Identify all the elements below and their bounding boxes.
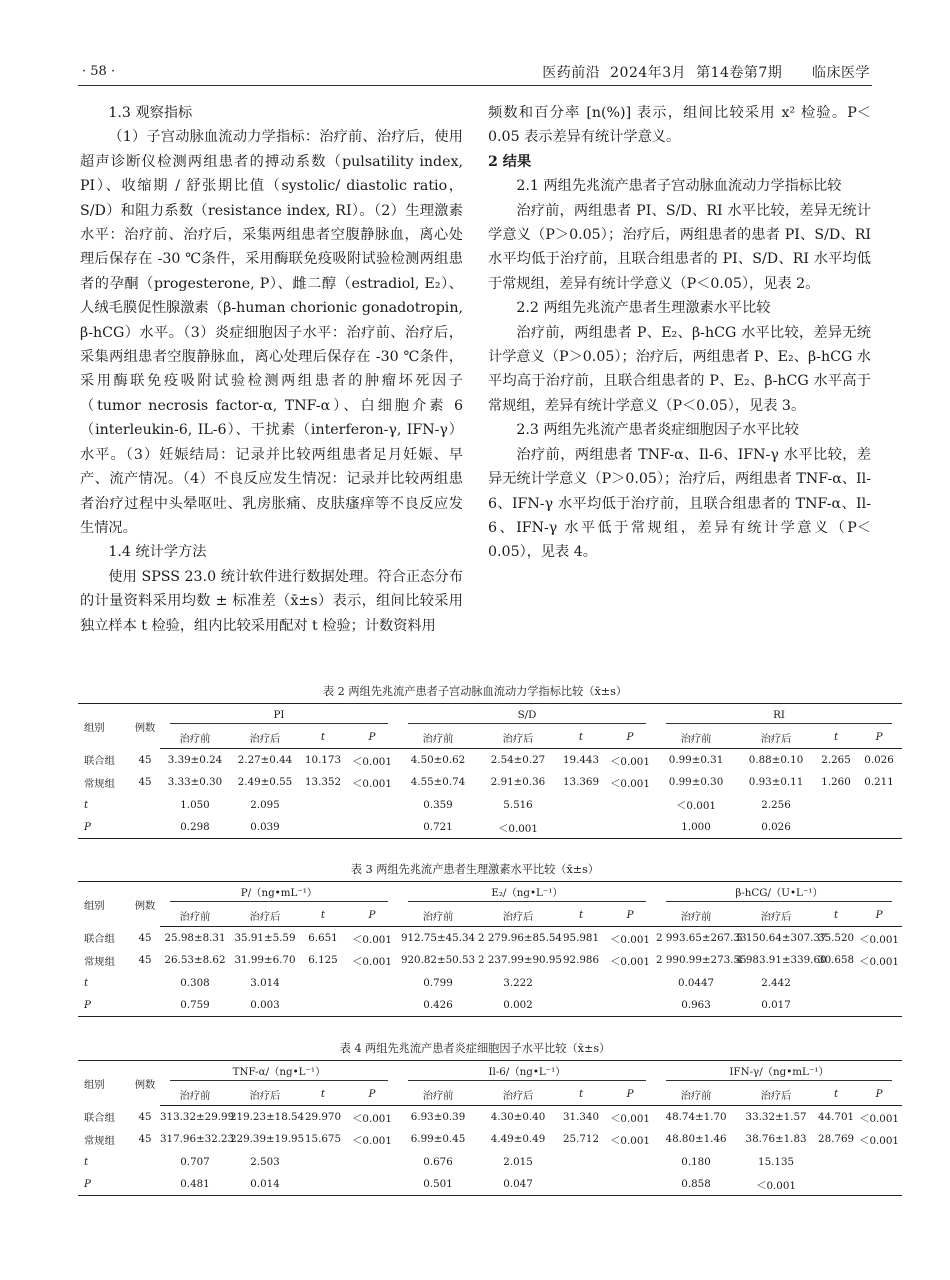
table-cell: 2.095: [250, 798, 280, 811]
table-cell: [558, 994, 604, 1017]
col-group-label: P/（ng•mL⁻¹）: [170, 885, 389, 902]
row-count: 45: [138, 776, 152, 789]
stat-symbol: t: [578, 1088, 584, 1100]
table-cell: 0.359: [423, 798, 453, 811]
subsection-heading: 1.3 观察指标: [108, 105, 193, 121]
table-cell: [856, 1173, 902, 1196]
col-header-group: 组别: [78, 1061, 130, 1106]
table-cell: 25.98±8.31: [164, 932, 226, 944]
table-cell: 48.74±1.70: [665, 1111, 727, 1123]
stat-symbol: P: [368, 1088, 376, 1100]
table-cell: [300, 794, 346, 817]
table-cell: [856, 816, 902, 839]
table-cell: [604, 972, 656, 995]
table-cell: 26.53±8.62: [164, 954, 226, 967]
col-subheader: [346, 1083, 398, 1106]
col-subheader: 治疗前: [160, 904, 230, 927]
table-cell: ＜0.001: [859, 933, 899, 946]
stat-symbol: P: [626, 1088, 634, 1100]
table-cell: 2.91±0.36: [490, 776, 546, 789]
table-header-row: [78, 704, 902, 727]
col-subheader: 治疗前: [398, 726, 478, 749]
table-cell: [604, 1151, 656, 1174]
left-column: [80, 101, 463, 638]
table-cell: 31.340: [563, 1111, 600, 1123]
col-group-header: [398, 882, 656, 905]
table-cell: ＜0.001: [859, 1134, 899, 1147]
row-label: 联合组: [84, 1112, 115, 1125]
table-cell: [346, 1173, 398, 1196]
table-cell: 44.701: [818, 1111, 855, 1123]
table-cell: 0.026: [736, 816, 816, 839]
table-cell: 0.017: [736, 994, 816, 1017]
col-group-label: β-hCG/（U•L⁻¹）: [666, 885, 892, 902]
table-subheader-row: [78, 904, 902, 927]
table-cell: 0.676: [423, 1155, 453, 1168]
row-label: 联合组: [84, 755, 115, 768]
table-cell: [300, 972, 346, 995]
col-header-group: 组别: [78, 704, 130, 749]
col-subheader: 治疗后: [736, 726, 816, 749]
table-cell: [604, 816, 656, 839]
stat-symbol: t: [833, 731, 839, 743]
col-group-label: TNF-α/（ng•L⁻¹）: [170, 1064, 389, 1081]
col-subheader: [558, 1083, 604, 1106]
col-subheader: 治疗后: [230, 1083, 300, 1106]
stat-symbol: t: [320, 909, 326, 921]
col-group-label: E₂/（ng•L⁻¹）: [408, 885, 645, 902]
table-cell: [856, 994, 902, 1017]
table-cell: 4.50±0.62: [410, 754, 466, 766]
table-3: [78, 881, 902, 1017]
col-group-header: [656, 1061, 902, 1084]
table-row: [78, 816, 902, 839]
table-row: [78, 749, 902, 772]
stat-symbol: P: [875, 731, 883, 743]
table-cell: ＜0.001: [352, 1112, 392, 1125]
col-subheader: 治疗后: [736, 1083, 816, 1106]
row-count: [130, 1151, 160, 1174]
table-row: [78, 1151, 902, 1174]
table-cell: ＜0.001: [736, 1173, 816, 1196]
section-heading: 2 结果: [488, 153, 532, 170]
subsection-heading: 1.4 统计学方法: [108, 544, 207, 561]
stat-symbol: P: [368, 909, 376, 921]
col-group-header: [398, 1061, 656, 1084]
col-subheader: 治疗前: [160, 726, 230, 749]
table-cell: [816, 972, 856, 995]
table-cell: ＜0.001: [352, 955, 392, 968]
table-cell: 92.986: [563, 954, 600, 967]
table-row: [78, 1173, 902, 1196]
col-subheader: 治疗后: [230, 726, 300, 749]
table-cell: [856, 972, 902, 995]
table-cell: 31.99±6.70: [234, 954, 296, 967]
row-label: [78, 794, 130, 817]
table-cell: 1.260: [821, 776, 851, 789]
stat-symbol: t: [84, 798, 89, 811]
row-count: [130, 972, 160, 995]
table-cell: 0.047: [478, 1173, 558, 1196]
table-row: [78, 994, 902, 1017]
table-cell: 2.27±0.44: [237, 754, 293, 766]
table-cell: 0.003: [230, 994, 300, 1017]
row-count: 45: [138, 753, 152, 766]
table-cell: 0.93±0.11: [748, 776, 804, 789]
table-subheader-row: [78, 726, 902, 749]
table-cell: 2 279.96±85.54: [478, 932, 562, 944]
col-subheader: [346, 726, 398, 749]
col-group-header: [656, 882, 902, 905]
table-cell: 2 990.99±273.55: [656, 954, 747, 967]
table-cell: 3.222: [503, 976, 533, 989]
table-cell: [300, 1151, 346, 1174]
paragraph: 治疗前，两组患者 PI、S/D、RI 水平比较，差异无统计学意义（P＞0.05）；治疗后，两组患者的患者 PI、S/D、RI 水平均低于治疗前，且联合组患者的 PI、S/D、RI 水平均低于常规组，差异有统计学意义（P＜0.05），见表 2。: [488, 202, 871, 292]
table-cell: 19.443: [562, 754, 600, 766]
table-cell: ＜0.001: [610, 777, 650, 790]
table-cell: [346, 994, 398, 1017]
table-cell: 0.963: [656, 994, 736, 1017]
table-2-caption: 表 2 两组先兆流产患者子宫动脉血流动力学指标比较（x̄±s）: [322, 685, 628, 698]
row-count: 45: [138, 931, 152, 944]
col-group-header: [656, 704, 902, 727]
table-cell: 35.91±5.59: [234, 932, 296, 944]
table-cell: ＜0.001: [610, 1134, 650, 1147]
table-cell: [604, 994, 656, 1017]
col-group-label: S/D: [408, 707, 645, 724]
col-subheader: [558, 904, 604, 927]
table-cell: 0.707: [180, 1155, 210, 1168]
table-cell: 13.352: [304, 776, 342, 789]
stat-symbol: t: [833, 1088, 839, 1100]
col-subheader: 治疗后: [478, 904, 558, 927]
table-cell: ＜0.001: [352, 1134, 392, 1147]
table-cell: [300, 816, 346, 839]
table-cell: 95.981: [563, 932, 600, 944]
table-4-caption: 表 4 两组先兆流产患者炎症细胞因子水平比较（x̄±s）: [339, 1042, 611, 1055]
col-subheader: 治疗后: [736, 904, 816, 927]
paragraph: 频数和百分率 [n(%)] 表示，组间比较采用 x² 检验。P＜0.05 表示差异有统计学意义。: [488, 105, 871, 146]
table-row: [78, 1128, 902, 1151]
row-label: 常规组: [84, 777, 115, 790]
stat-symbol: P: [84, 1178, 91, 1190]
row-label: 联合组: [84, 933, 115, 946]
table-cell: 920.82±50.53: [400, 954, 476, 967]
table-cell: 2.256: [761, 798, 791, 811]
table-cell: ＜0.001: [352, 755, 392, 768]
table-row: [78, 771, 902, 794]
paragraph: 治疗前，两组患者 P、E₂、β-hCG 水平比较，差异无统计学意义（P＞0.05）；治疗后，两组患者 P、E₂、β-hCG 水平均高于治疗前，且联合组患者的 P、E₂、β-hCG 水平高于常规组，差异有统计学意义（P＜0.05），见表 3。: [488, 324, 871, 414]
table-cell: ＜0.001: [352, 777, 392, 790]
table-cell: [816, 794, 856, 817]
table-cell: ＜0.001: [859, 1112, 899, 1125]
page-number: · 58 ·: [82, 64, 116, 79]
table-row: [78, 972, 902, 995]
col-subheader: [300, 904, 346, 927]
subsection-heading: 2.2 两组先兆流产患者生理激素水平比较: [516, 300, 771, 317]
table-cell: 29.970: [304, 1111, 342, 1123]
table-cell: 219.23±18.54: [230, 1111, 305, 1123]
col-subheader: 治疗前: [656, 1083, 736, 1106]
table-cell: 33.32±1.57: [745, 1111, 807, 1123]
col-group-header: [160, 1061, 398, 1084]
col-subheader: [856, 726, 902, 749]
col-group-header: [398, 704, 656, 727]
table-cell: [346, 1151, 398, 1174]
stat-symbol: t: [578, 909, 584, 921]
row-label: [78, 1151, 130, 1174]
table-cell: [558, 1173, 604, 1196]
table-cell: 35.520: [818, 932, 855, 944]
col-header-count: 例数: [130, 704, 160, 749]
table-cell: [558, 794, 604, 817]
table-cell: 0.799: [423, 976, 453, 989]
stat-symbol: t: [320, 1088, 326, 1100]
col-subheader: [816, 726, 856, 749]
running-header: [78, 56, 872, 86]
col-subheader: [346, 904, 398, 927]
table-cell: ＜0.001: [478, 816, 558, 839]
table-cell: 6.93±0.39: [410, 1111, 466, 1123]
row-label: 常规组: [84, 955, 115, 968]
table-cell: 4.49±0.49: [490, 1133, 546, 1146]
table-cell: 6.125: [308, 954, 338, 967]
col-group-label: RI: [666, 707, 892, 724]
table-row: [78, 794, 902, 817]
row-count: 45: [138, 1110, 152, 1123]
table-cell: 0.180: [681, 1155, 711, 1168]
table-cell: 229.39±19.95: [230, 1133, 305, 1146]
table-row: [78, 1106, 902, 1129]
row-count: 45: [138, 1133, 152, 1146]
col-subheader: 治疗前: [398, 1083, 478, 1106]
stat-symbol: t: [84, 976, 89, 989]
row-count: 45: [138, 954, 152, 967]
col-subheader: 治疗后: [478, 1083, 558, 1106]
stat-symbol: P: [875, 1088, 883, 1100]
row-label: 常规组: [84, 1134, 115, 1147]
paragraph: 治疗前，两组患者 TNF-α、Il-6、IFN-γ 水平比较，差异无统计学意义（P＞0.05）；治疗后，两组患者 TNF-α、Il-6、IFN-γ 水平均低于治疗前，且联合组患者的 TNF-α、Il-6、IFN-γ 水平低于常规组，差异有统计学意义（P＜0.05），见表 4。: [488, 446, 871, 561]
table-header-row: [78, 882, 902, 905]
row-count: [130, 1173, 160, 1196]
col-subheader: [604, 904, 656, 927]
stat-symbol: P: [626, 909, 634, 921]
table-cell: 1.000: [656, 816, 736, 839]
row-count: [130, 816, 160, 839]
col-subheader: 治疗前: [656, 726, 736, 749]
table-cell: 2.442: [761, 976, 791, 989]
table-cell: 4.30±0.40: [490, 1111, 546, 1123]
table-cell: 0.426: [398, 994, 478, 1017]
table-cell: 0.721: [398, 816, 478, 839]
col-subheader: [604, 1083, 656, 1106]
row-count: [130, 994, 160, 1017]
table-row: [78, 949, 902, 972]
table-cell: 4 983.91±339.60: [736, 954, 827, 967]
col-subheader: 治疗后: [478, 726, 558, 749]
table-cell: [816, 994, 856, 1017]
col-subheader: [856, 904, 902, 927]
col-group-label: Il-6/（ng•L⁻¹）: [408, 1064, 645, 1081]
subsection-heading: 2.1 两组先兆流产患者子宫动脉血流动力学指标比较: [516, 178, 842, 195]
table-cell: [558, 972, 604, 995]
table-cell: 313.32±29.99: [160, 1111, 235, 1123]
table-cell: 2.503: [250, 1155, 280, 1168]
col-subheader: [300, 1083, 346, 1106]
stat-symbol: P: [626, 731, 634, 743]
table-cell: 0.298: [160, 816, 230, 839]
table-cell: [856, 794, 902, 817]
stat-symbol: t: [833, 909, 839, 921]
col-subheader: [856, 1083, 902, 1106]
table-cell: 25.712: [563, 1133, 600, 1146]
col-subheader: 治疗前: [160, 1083, 230, 1106]
table-cell: 6.99±0.45: [410, 1133, 466, 1146]
stat-symbol: P: [368, 731, 376, 743]
table-subheader-row: [78, 1083, 902, 1106]
table-cell: 2.54±0.27: [490, 754, 546, 766]
table-row: [78, 927, 902, 950]
table-cell: 15.135: [758, 1155, 795, 1168]
table-cell: 0.026: [864, 754, 894, 766]
row-label: [78, 1173, 130, 1196]
subsection-heading: 2.3 两组先兆流产患者炎症细胞因子水平比较: [516, 422, 799, 439]
col-subheader: [604, 726, 656, 749]
table-cell: [346, 972, 398, 995]
table-cell: 0.481: [160, 1173, 230, 1196]
table-cell: 3.39±0.24: [167, 754, 223, 766]
table-cell: 30.658: [818, 954, 855, 967]
table-cell: [558, 816, 604, 839]
row-label: [78, 816, 130, 839]
table-cell: [816, 816, 856, 839]
table-cell: [816, 1151, 856, 1174]
table-cell: 48.80±1.46: [665, 1133, 727, 1146]
col-header-count: 例数: [130, 1061, 160, 1106]
table-3-caption: 表 3 两组先兆流产患者生理激素水平比较（x̄±s）: [350, 863, 600, 876]
stat-symbol: t: [84, 1155, 89, 1168]
col-subheader: [816, 904, 856, 927]
paragraph: 使用 SPSS 23.0 统计软件进行数据处理。符合正态分布的计量资料采用均数 ± 标准差（x̄±s）表示，组间比较采用独立样本 t 检验，组内比较采用配对 t 检验；计数资料用: [80, 568, 463, 634]
col-group-label: IFN-γ/（ng•mL⁻¹）: [666, 1064, 892, 1081]
table-cell: 6.651: [308, 932, 338, 944]
table-cell: 1.050: [180, 798, 210, 811]
table-cell: 0.759: [160, 994, 230, 1017]
table-cell: 0.002: [478, 994, 558, 1017]
table-cell: 0.014: [230, 1173, 300, 1196]
table-cell: 0.0447: [678, 976, 715, 989]
col-group-header: [160, 704, 398, 727]
table-cell: ＜0.001: [610, 955, 650, 968]
row-label: [78, 972, 130, 995]
col-subheader: [300, 726, 346, 749]
col-group-label: PI: [170, 707, 389, 724]
stat-symbol: P: [84, 821, 91, 833]
table-4: [78, 1060, 902, 1196]
table-cell: 5 150.64±307.37: [736, 932, 827, 944]
table-cell: 0.501: [398, 1173, 478, 1196]
table-cell: 912.75±45.34: [400, 932, 476, 944]
table-cell: ＜0.001: [610, 1112, 650, 1125]
table-cell: 0.858: [656, 1173, 736, 1196]
table-cell: [346, 794, 398, 817]
table-cell: 0.308: [180, 976, 210, 989]
table-cell: 2 237.99±90.95: [478, 954, 562, 967]
table-cell: 0.99±0.31: [668, 754, 724, 766]
col-group-header: [160, 882, 398, 905]
col-subheader: [558, 726, 604, 749]
table-cell: 0.88±0.10: [748, 754, 804, 766]
table-cell: 15.675: [304, 1133, 342, 1146]
table-cell: [300, 994, 346, 1017]
right-column: [488, 101, 871, 565]
table-cell: [604, 794, 656, 817]
col-header-group: 组别: [78, 882, 130, 927]
table-cell: 0.99±0.30: [668, 776, 724, 789]
table-cell: [604, 1173, 656, 1196]
stat-symbol: t: [320, 731, 326, 743]
table-header-row: [78, 1061, 902, 1084]
row-count: [130, 794, 160, 817]
table-cell: 3.014: [250, 976, 280, 989]
table-cell: 4.55±0.74: [410, 776, 466, 789]
stat-symbol: P: [84, 999, 91, 1011]
table-cell: ＜0.001: [610, 755, 650, 768]
table-cell: [816, 1173, 856, 1196]
table-cell: 0.211: [864, 776, 894, 789]
col-subheader: 治疗前: [398, 904, 478, 927]
table-cell: 2.49±0.55: [237, 776, 293, 789]
paragraph: （1）子宫动脉血流动力学指标：治疗前、治疗后，使用超声诊断仪检测两组患者的搏动系数（pulsatility index, PI）、收缩期 / 舒张期比值（systolic/ diastolic ratio，S/D）和阻力系数（resistance index, RI）。（2）生理激素水平：治疗前、治疗后，采集两组患者空腹静脉血，离心处理后保存在 -30 ℃条件，采用酶联免疫吸附试验检测两组患者的孕酮（progesterone, P）、雌二醇（estradiol, E₂）、人绒毛膜促性腺激素（β-human chorionic gonadotropin, β-hCG）水平。（3）炎症细胞因子水平：治疗前、治疗后，采集两组患者空腹静脉血，离心处理后保存在 -30 ℃条件，采用酶联免疫吸附试验检测两组患者的肿瘤坏死因子（tumor necrosis factor-α, TNF-α）、白细胞介素 6（interleukin-6, IL-6）、干扰素（interferon-γ, IFN-γ）水平。（3）妊娠结局：记录并比较两组患者足月妊娠、早产、流产情况。（4）不良反应发生情况：记录并比较两组患者治疗过程中头晕呕吐、乳房胀痛、皮肤瘙痒等不良反应发生情况。: [80, 129, 463, 536]
table-cell: 2 993.65±267.33: [656, 932, 747, 944]
table-cell: 5.516: [503, 798, 533, 811]
table-cell: ＜0.001: [859, 955, 899, 968]
row-label: [78, 994, 130, 1017]
col-subheader: [816, 1083, 856, 1106]
table-cell: 38.76±1.83: [745, 1133, 807, 1146]
stat-symbol: P: [875, 909, 883, 921]
table-cell: 3.33±0.30: [167, 776, 223, 789]
table-cell: ＜0.001: [676, 800, 716, 813]
table-cell: [346, 816, 398, 839]
table-cell: [856, 1151, 902, 1174]
table-cell: ＜0.001: [610, 933, 650, 946]
table-cell: 2.015: [503, 1155, 533, 1168]
table-2: [78, 703, 902, 839]
col-header-count: 例数: [130, 882, 160, 927]
journal-info: 医药前沿 2024年3月 第14卷第7期 临床医学: [542, 65, 870, 81]
table-cell: 2.265: [821, 754, 851, 766]
col-subheader: 治疗前: [656, 904, 736, 927]
table-cell: 317.96±32.23: [160, 1133, 235, 1146]
col-subheader: 治疗后: [230, 904, 300, 927]
table-cell: 28.769: [818, 1133, 855, 1146]
table-cell: [558, 1151, 604, 1174]
table-cell: [300, 1173, 346, 1196]
table-cell: 10.173: [304, 754, 342, 766]
table-cell: ＜0.001: [352, 933, 392, 946]
table-cell: 13.369: [562, 776, 600, 789]
stat-symbol: t: [578, 731, 584, 743]
table-cell: 0.039: [230, 816, 300, 839]
